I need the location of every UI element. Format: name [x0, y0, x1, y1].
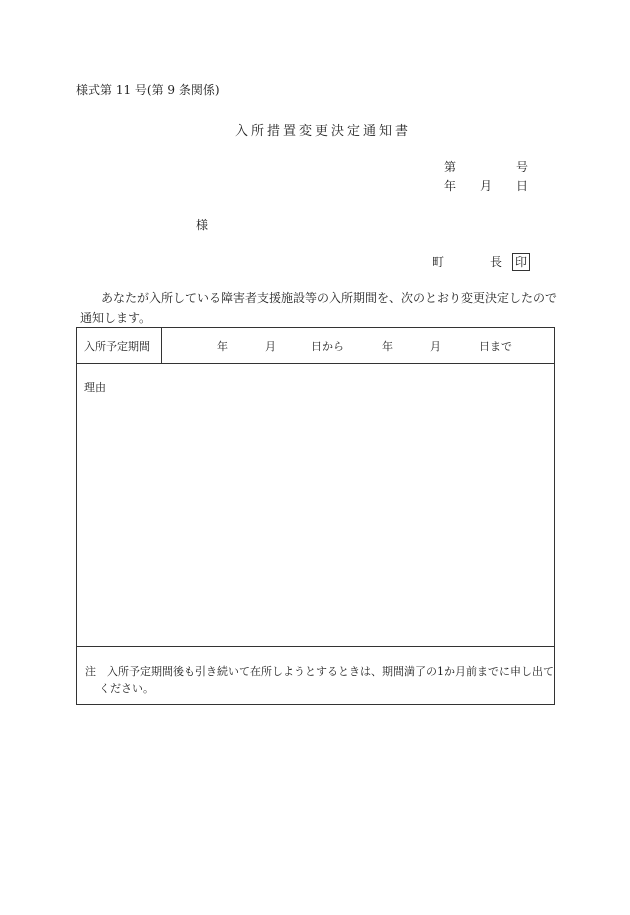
period-to-year: 年 [382, 340, 393, 353]
table-divider-period [77, 363, 554, 364]
date-month: 月 [480, 179, 493, 193]
date-day: 日 [516, 179, 529, 193]
table-divider-label [161, 328, 162, 363]
decision-table [76, 327, 555, 705]
table-divider-note [77, 646, 554, 647]
form-number: 様式第 11 号(第 9 条関係) [76, 83, 220, 97]
period-from-month: 月 [265, 340, 276, 353]
note-text: 注 入所予定期間後も引き続いて在所しようとするときは、期間満了の1か月前までに申し出てください。 [85, 665, 554, 695]
date-year: 年 [444, 179, 457, 193]
document-title: 入所措置変更決定通知書 [235, 124, 412, 139]
recipient-honorific: 様 [196, 218, 209, 232]
body-line-2: 通知します。 [80, 311, 152, 325]
period-from-year: 年 [217, 340, 228, 353]
body-line-1: あなたが入所している障害者支援施設等の入所期間を、次のとおり変更決定したので [101, 291, 558, 305]
period-to-day: 日まで [479, 340, 512, 353]
issuer-town: 町 [432, 255, 445, 269]
issuer-title: 長 [490, 255, 503, 269]
period-from-day: 日から [311, 340, 344, 353]
reason-label: 理由 [84, 381, 106, 394]
period-to-month: 月 [430, 340, 441, 353]
seal-stamp: 印 [512, 253, 530, 271]
number-suffix: 号 [516, 160, 529, 174]
number-prefix: 第 [444, 160, 457, 174]
period-label: 入所予定期間 [84, 340, 150, 353]
